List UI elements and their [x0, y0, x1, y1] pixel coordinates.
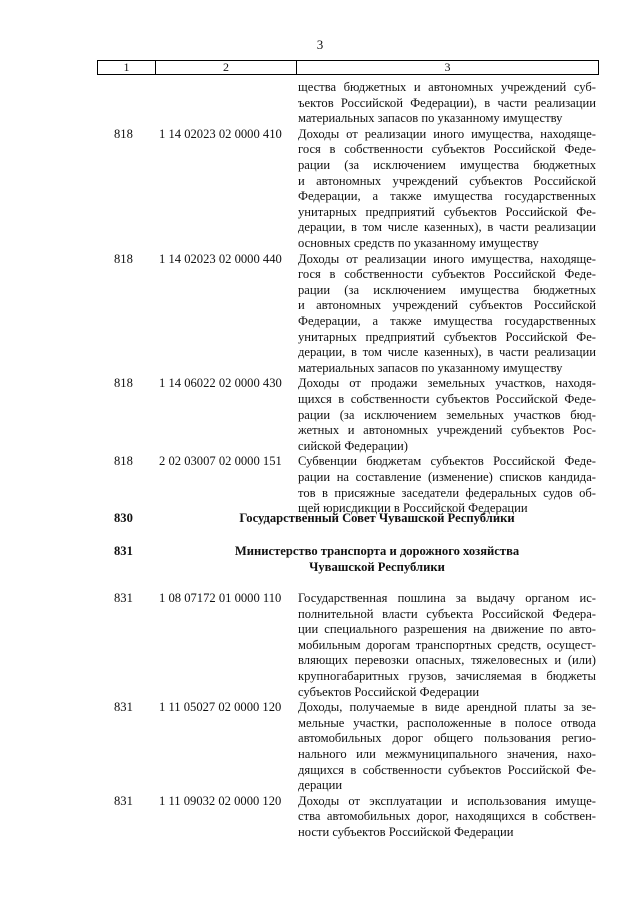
admin-code: 818: [114, 454, 133, 469]
budget-classification-code: 1 11 05027 02 0000 120: [159, 700, 282, 715]
description-line: тов в присяжные заседатели федеральных судов об-: [298, 485, 596, 500]
income-description: [298, 700, 596, 794]
description-line: рации (за исключением имущества бюджетных: [298, 157, 596, 172]
description-line: и автономных учреждений субъектов Российской: [298, 173, 596, 188]
budget-classification-code: 1 08 07172 01 0000 110: [159, 591, 282, 605]
description-line: рации (за исключением земельных участков бюд-: [298, 407, 596, 422]
description-line: автомобильных дорог общего пользования регио-: [298, 731, 596, 746]
description-line: и автономных учреждений субъектов Российской: [298, 298, 596, 313]
description-line: Федерации, а также имущества государственных: [298, 189, 596, 204]
budget-classification-code: 1 14 02023 02 0000 410: [159, 126, 282, 141]
description-line: ции специального разрешения на движение по авто-: [298, 622, 596, 637]
description-line: дерации: [298, 778, 343, 793]
admin-code: 818: [114, 251, 133, 266]
income-description: [298, 80, 596, 127]
admin-code: 831: [114, 700, 133, 715]
income-description: [298, 376, 596, 454]
description-line: Доходы от продажи земельных участков, находя-: [298, 376, 596, 391]
description-line: мельные участки, расположенные в полосе отвода: [298, 715, 596, 730]
description-line: основных средств по указанному имуществу: [298, 235, 539, 250]
income-description: [298, 454, 596, 516]
description-line: ства автомобильных дорог, находящихся в собствен-: [298, 809, 596, 824]
description-line: унитарных предприятий субъектов Российской Фе-: [298, 204, 596, 219]
page-number: 3: [316, 37, 324, 52]
description-line: щихся в собственности субъектов Российской Феде-: [298, 391, 596, 406]
description-line: дящихся в собственности субъектов Российской Фе-: [298, 762, 596, 777]
description-line: дерации, в том числе казенных), в части реализации: [298, 220, 596, 235]
admin-code: 831: [114, 793, 133, 808]
section-title-line: Государственный Совет Чувашской Республики: [239, 511, 515, 525]
description-line: сийской Федерации): [298, 438, 408, 453]
description-line: Доходы от эксплуатации и использования имуще-: [298, 793, 596, 808]
description-line: Доходы от реализации иного имущества, находяще-: [298, 126, 596, 141]
description-line: субъектов Российской Федерации: [298, 684, 480, 699]
description-line: нального или межмуниципального значения, нахо-: [298, 746, 596, 761]
budget-classification-code: 1 11 09032 02 0000 120: [159, 793, 282, 808]
description-line: гося в собственности субъектов Российской Феде-: [298, 267, 596, 282]
admin-code: 818: [114, 376, 133, 391]
income-description: [298, 591, 596, 700]
description-line: ности субъектов Российской Федерации: [298, 824, 514, 839]
section-code: 831: [114, 544, 133, 558]
description-line: рации на составление (изменение) списков кандида-: [298, 469, 596, 484]
budget-classification-code: 2 02 03007 02 0000 151: [159, 454, 282, 469]
description-line: щей юрисдикции в Российской Федерации: [298, 501, 528, 516]
income-description: [298, 252, 596, 377]
admin-code: 831: [114, 591, 133, 605]
description-line: материальных запасов по указанному имуществу: [298, 360, 563, 375]
table-header: [97, 60, 599, 75]
description-line: рации (за исключением имущества бюджетных: [298, 282, 596, 297]
income-description: [298, 794, 596, 841]
description-line: вляющих перевозки опасных, тяжеловесных и (или): [298, 653, 596, 668]
admin-code: 818: [114, 126, 133, 141]
income-description: [298, 127, 596, 252]
description-line: Субвенции бюджетам субъектов Российской Феде-: [298, 454, 596, 469]
header-col-2: 2: [156, 61, 297, 74]
header-col-1: 1: [98, 61, 156, 74]
description-line: гося в собственности субъектов Российской Феде-: [298, 142, 596, 157]
description-line: жетных и автономных учреждений субъектов Рос-: [298, 423, 596, 438]
description-line: материальных запасов по указанному имуществу: [298, 111, 563, 126]
description-line: крупногабаритных грузов, зачисляемая в бюджеты: [298, 668, 596, 683]
header-col-3: 3: [444, 60, 451, 74]
description-line: мобильным дорогам транспортных средств, осущест-: [298, 637, 596, 652]
description-line: Федерации, а также имущества государственных: [298, 313, 596, 328]
description-line: унитарных предприятий субъектов Российской Фе-: [298, 329, 596, 344]
description-line: Доходы, получаемые в виде арендной платы за зе-: [298, 700, 596, 715]
description-line: Государственная пошлина за выдачу органом ис-: [298, 591, 596, 605]
description-line: ъектов Российской Федерации), в части реализации: [298, 95, 596, 110]
section-code: 830: [114, 511, 133, 525]
section-title-line: Министерство транспорта и дорожного хозяйства: [234, 544, 520, 558]
section-title-line: Чувашской Республики: [309, 559, 445, 574]
description-line: полнительной власти субъекта Российской Федера-: [298, 606, 596, 621]
budget-classification-code: 1 14 06022 02 0000 430: [159, 376, 282, 391]
budget-classification-code: 1 14 02023 02 0000 440: [159, 251, 282, 266]
section-title: [217, 544, 537, 575]
description-line: дерации, в том числе казенных), в части реализации: [298, 345, 596, 360]
description-line: щества бюджетных и автономных учреждений суб-: [298, 80, 596, 94]
section-title: [217, 511, 537, 527]
description-line: Доходы от реализации иного имущества, находяще-: [298, 251, 596, 266]
